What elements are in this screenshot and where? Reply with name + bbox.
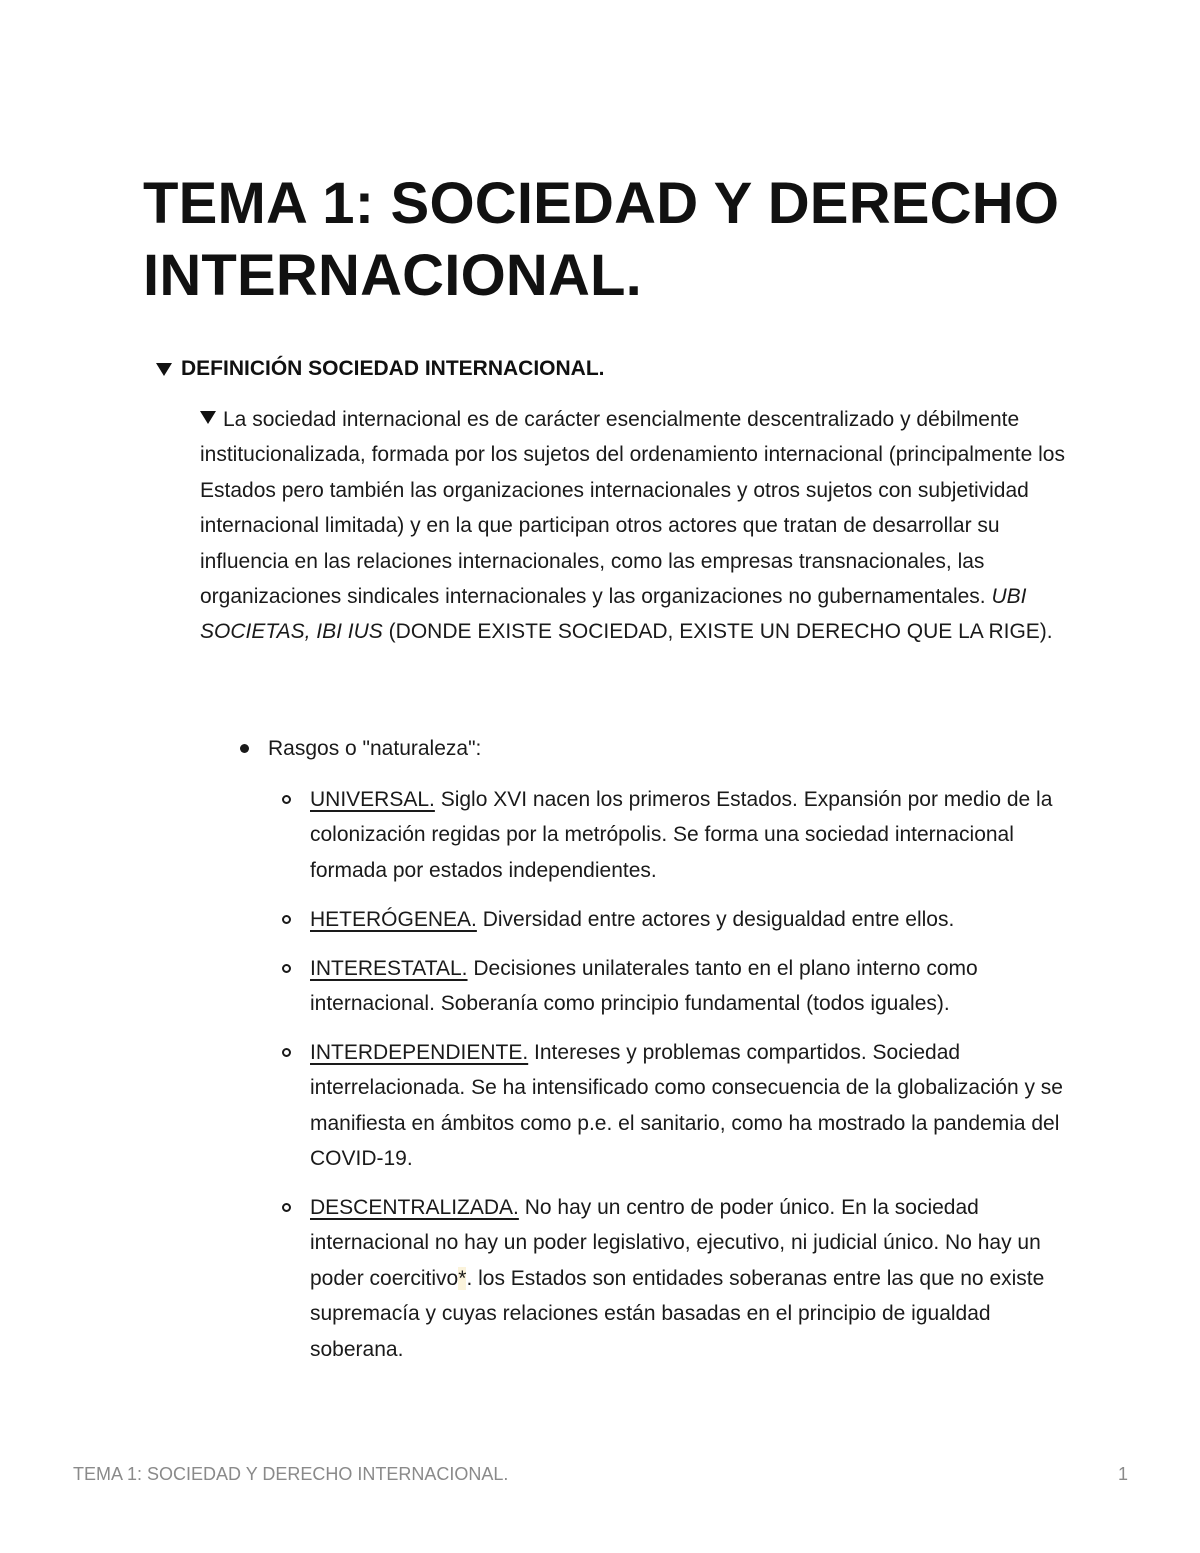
bullet-ring-icon: [282, 1048, 291, 1057]
page-title: [143, 168, 1103, 312]
definition-paragraph: [200, 402, 1070, 650]
section-heading-text: DEFINICIÓN SOCIEDAD INTERNACIONAL.: [181, 357, 605, 380]
section-toggle-heading[interactable]: [156, 354, 605, 384]
rasgos-label: Rasgos o "naturaleza":: [268, 737, 482, 760]
list-item: [282, 782, 1072, 888]
item-term: HETERÓGENEA.: [310, 907, 477, 931]
item-term: UNIVERSAL.: [310, 788, 435, 811]
list-item: [282, 902, 1072, 937]
item-text: Siglo XVI nacen los primeros Estados. Expansión por medio de la colonización regidas por la metrópolis. Se forma una sociedad internacional formada por estados independientes.: [310, 788, 1053, 882]
item-term: INTERDEPENDIENTE.: [310, 1040, 529, 1064]
item-term: INTERESTATAL.: [310, 956, 468, 980]
list-item: [282, 951, 1072, 1022]
definition-text-a: La sociedad internacional es de carácter esencialmente descentralizado y débilmente institucionalizada, formada por los sujetos del ordenamiento internacional (principalmente los Estados pero también las organizaciones internacionales y otros sujetos con subjetividad internacional limitada) y en la que participan otros actores que tratan de desarrollar su influencia en las relaciones internacionales, como las empresas transnacionales, las organizaciones sindicales internacionales y las organizaciones no gubernamentales.: [200, 408, 1065, 609]
rasgos-sublist: [282, 782, 1072, 1381]
item-term: DESCENTRALIZADA.: [310, 1196, 519, 1220]
item-text-before: No hay un centro de poder único. En la sociedad internacional no hay un poder legislativo, ejecutivo, ni judicial único. No hay un poder coercitivo: [310, 1196, 1041, 1290]
toggle-triangle-down-icon[interactable]: [156, 363, 172, 376]
bullet-ring-icon: [282, 795, 291, 804]
item-text: Diversidad entre actores y desigualdad entre ellos.: [476, 907, 955, 931]
item-text-after: . los Estados son entidades soberanas entre las que no existe supremacía y cuyas relaciones están basadas en el principio de igualdad soberana.: [310, 1266, 1045, 1361]
highlighted-asterisk[interactable]: *: [458, 1266, 467, 1290]
bullet-ring-icon: [282, 964, 291, 973]
page-title-line-2: INTERNACIONAL.: [143, 243, 643, 308]
bullet-dot-icon: [240, 744, 249, 753]
bullet-ring-icon: [282, 915, 291, 924]
bullet-ring-icon: [282, 1203, 291, 1212]
rasgos-list-item: [240, 731, 481, 766]
footer-page-number: 1: [1118, 1464, 1129, 1484]
page-title-line-1: TEMA 1: SOCIEDAD Y DERECHO: [143, 171, 1060, 236]
latin-phrase: UBI SOCIETAS, IBI IUS: [200, 585, 1027, 644]
definition-text-b: (DONDE EXISTE SOCIEDAD, EXISTE UN DERECHO QUE LA RIGE).: [382, 620, 1053, 644]
footer-title: TEMA 1: SOCIEDAD Y DERECHO INTERNACIONAL.: [73, 1464, 509, 1484]
list-item: [282, 1035, 1072, 1177]
item-text: Intereses y problemas compartidos. Sociedad interrelacionada. Se ha intensificado como consecuencia de la globalización y se manifiesta en ámbitos como p.e. el sanitario, como ha mostrado la pandemia del COVID-19.: [310, 1040, 1063, 1171]
toggle-triangle-down-icon[interactable]: [200, 411, 216, 424]
item-text: Decisiones unilaterales tanto en el plano interno como internacional. Soberanía como principio fundamental (todos iguales).: [310, 956, 978, 1016]
list-item: [282, 1190, 1072, 1367]
